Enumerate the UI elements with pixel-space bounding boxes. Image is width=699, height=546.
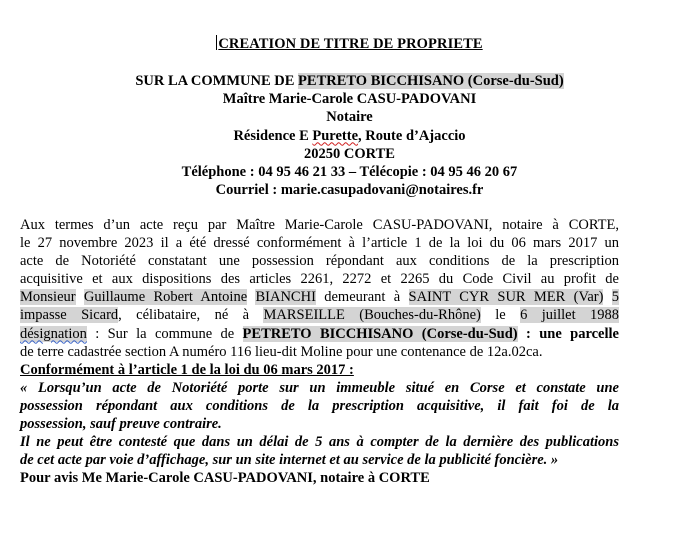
address-part3: , Route d’Ajaccio: [358, 127, 466, 144]
body-text: : une parcelle: [517, 325, 619, 342]
commune-line: [0, 72, 699, 90]
beneficiary-street-number: 5: [611, 289, 620, 306]
address-line: [0, 127, 699, 145]
phone-line: Téléphone : 04 95 46 21 33 – Télécopie : 04 95 46 20 67: [181, 164, 518, 181]
beneficiary-civility: Monsieur: [20, 289, 76, 306]
legal-quote-line: de cet acte par voie d’affichage, sur un site internet et au service de la publicité foncière. »: [20, 452, 559, 469]
designation-commune: PETRETO BICCHISANO (Corse-du-Sud): [242, 325, 518, 342]
legal-reference-heading: Conformément à l’article 1 de la loi du 06 mars 2017 :: [20, 361, 354, 378]
commune-name: PETRETO BICCHISANO (Corse-du-Sud): [298, 73, 564, 89]
notary-title: Notaire: [326, 109, 373, 126]
document-header: [0, 72, 699, 199]
designation-label: désignation: [20, 325, 87, 342]
body-line: acquisitive et aux dispositions des articles 2261, 2272 et 2265 du Code Civil au profit de: [20, 271, 619, 288]
postal-city: 20250 CORTE: [304, 145, 395, 162]
address-part2: Purette: [312, 127, 359, 144]
notary-name: Maître Marie-Carole CASU-PADOVANI: [222, 91, 477, 108]
legal-quote-line: Il ne peut être contesté que dans un délai de 5 ans à compter de la dernière des publications: [20, 434, 619, 451]
signature-line: Pour avis Me Marie-Carole CASU-PADOVANI, notaire à CORTE: [20, 470, 430, 487]
birth-date: 6 juillet 1988: [520, 307, 619, 324]
email-line: Courriel : marie.casupadovani@notaires.fr: [215, 182, 484, 199]
body-text: : Sur la commune de: [86, 325, 243, 342]
commune-prefix: SUR LA COMMUNE DE: [135, 73, 299, 89]
body-line: acte de Notoriété constatant une possession répondant aux conditions de la prescription: [20, 253, 619, 270]
body-line: de terre cadastrée section A numéro 116 lieu-dit Moline pour une contenance de 12a.02ca.: [20, 343, 543, 360]
legal-quote-line: possession, sauf preuve contraire.: [20, 416, 222, 433]
legal-quote-line: « Lorsqu’un acte de Notoriété porte sur un immeuble situé en Corse et constate une: [20, 379, 619, 396]
body-line-designation: [20, 325, 619, 343]
birth-place: MARSEILLE (Bouches-du-Rhône): [263, 307, 481, 324]
address-part1: Résidence E: [233, 127, 313, 144]
body-text: , célibataire, né à: [118, 307, 264, 324]
body-line-beneficiary: [20, 288, 619, 306]
body-line-birth: [20, 306, 619, 324]
document-title-text: CREATION DE TITRE DE PROPRIETE: [218, 36, 483, 52]
body-line: le 27 novembre 2023 il a été dressé conformément à l’article 1 de la loi du 06 mars 2017 un: [20, 235, 619, 252]
beneficiary-street: impasse Sicard: [20, 307, 119, 324]
body-line: Aux termes d’un acte reçu par Maître Marie-Carole CASU-PADOVANI, notaire à CORTE,: [20, 217, 619, 233]
body-text: demeurant à: [315, 289, 409, 306]
beneficiary-first-names: Guillaume Robert Antoine: [83, 289, 248, 306]
document-body: [20, 216, 619, 487]
beneficiary-last-name: BIANCHI: [255, 289, 316, 306]
document-title: [0, 35, 699, 53]
beneficiary-city: SAINT CYR SUR MER (Var): [408, 289, 604, 306]
legal-quote-line: possession répondant aux conditions de la prescription acquisitive, il fait foi de la: [20, 397, 619, 414]
body-text: le: [480, 307, 521, 324]
